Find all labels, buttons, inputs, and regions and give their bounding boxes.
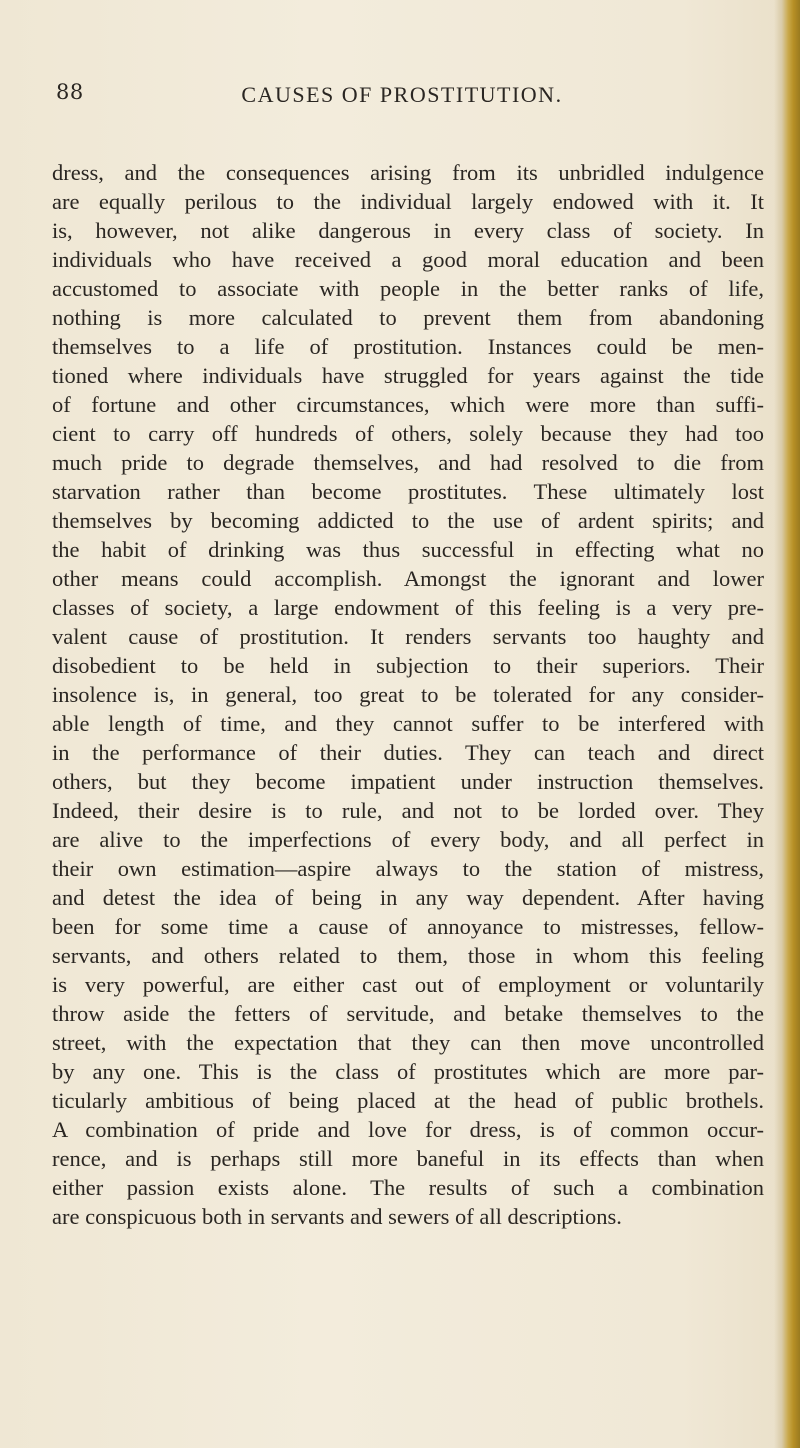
text-line: nothing is more calculated to prevent them from abandoning	[52, 305, 764, 330]
text-line: the habit of drinking was thus successful in effecting what no	[52, 537, 764, 562]
body-text	[52, 158, 764, 1231]
text-line: ticularly ambitious of being placed at the head of public brothels.	[52, 1088, 764, 1113]
text-line: others, but they become impatient under instruction themselves.	[52, 769, 764, 794]
text-line: valent cause of prostitution. It renders servants too haughty and	[52, 624, 764, 649]
text-line: other means could accomplish. Amongst the ignorant and lower	[52, 566, 764, 591]
text-line: throw aside the fetters of servitude, and betake themselves to the	[52, 1001, 764, 1026]
text-line: street, with the expectation that they can then move uncontrolled	[52, 1030, 764, 1055]
text-line: dress, and the consequences arising from its unbridled indulgence	[52, 160, 764, 185]
page-gilt-edge	[774, 0, 800, 1448]
text-line: are alive to the imperfections of every body, and all perfect in	[52, 827, 764, 852]
running-head: CAUSES OF PROSTITUTION.	[241, 82, 563, 107]
text-line: been for some time a cause of annoyance to mistresses, fellow-	[52, 914, 764, 939]
text-line: themselves to a life of prostitution. Instances could be men-	[52, 334, 764, 359]
text-line: are equally perilous to the individual largely endowed with it. It	[52, 189, 764, 214]
page-header	[52, 80, 752, 120]
text-line: accustomed to associate with people in the better ranks of life,	[52, 276, 764, 301]
text-line: insolence is, in general, too great to be tolerated for any consider-	[52, 682, 764, 707]
text-line: in the performance of their duties. They can teach and direct	[52, 740, 764, 765]
text-line: cient to carry off hundreds of others, solely because they had too	[52, 421, 764, 446]
text-line: able length of time, and they cannot suffer to be interfered with	[52, 711, 764, 736]
page-number: 88	[56, 80, 84, 104]
text-line: individuals who have received a good moral education and been	[52, 247, 764, 272]
text-line: A combination of pride and love for dress, is of common occur-	[52, 1117, 764, 1142]
text-line: either passion exists alone. The results of such a combination	[52, 1175, 764, 1200]
text-line: rence, and is perhaps still more baneful in its effects than when	[52, 1146, 764, 1171]
text-line: disobedient to be held in subjection to their superiors. Their	[52, 653, 764, 678]
text-line: servants, and others related to them, those in whom this feeling	[52, 943, 764, 968]
text-line: by any one. This is the class of prostitutes which are more par-	[52, 1059, 764, 1084]
text-line: is, however, not alike dangerous in every class of society. In	[52, 218, 764, 243]
text-line: is very powerful, are either cast out of employment or voluntarily	[52, 972, 764, 997]
text-line: tioned where individuals have struggled for years against the tide	[52, 363, 764, 388]
text-line: their own estimation—aspire always to the station of mistress,	[52, 856, 764, 881]
text-line: Indeed, their desire is to rule, and not to be lorded over. They	[52, 798, 764, 823]
text-line: of fortune and other circumstances, which were more than suffi-	[52, 392, 764, 417]
text-line: starvation rather than become prostitutes. These ultimately lost	[52, 479, 764, 504]
text-line: and detest the idea of being in any way dependent. After having	[52, 885, 764, 910]
text-line: much pride to degrade themselves, and had resolved to die from	[52, 450, 764, 475]
text-line: classes of society, a large endowment of this feeling is a very pre-	[52, 595, 764, 620]
text-line: themselves by becoming addicted to the use of ardent spirits; and	[52, 508, 764, 533]
text-line: are conspicuous both in servants and sewers of all descriptions.	[52, 1204, 622, 1229]
